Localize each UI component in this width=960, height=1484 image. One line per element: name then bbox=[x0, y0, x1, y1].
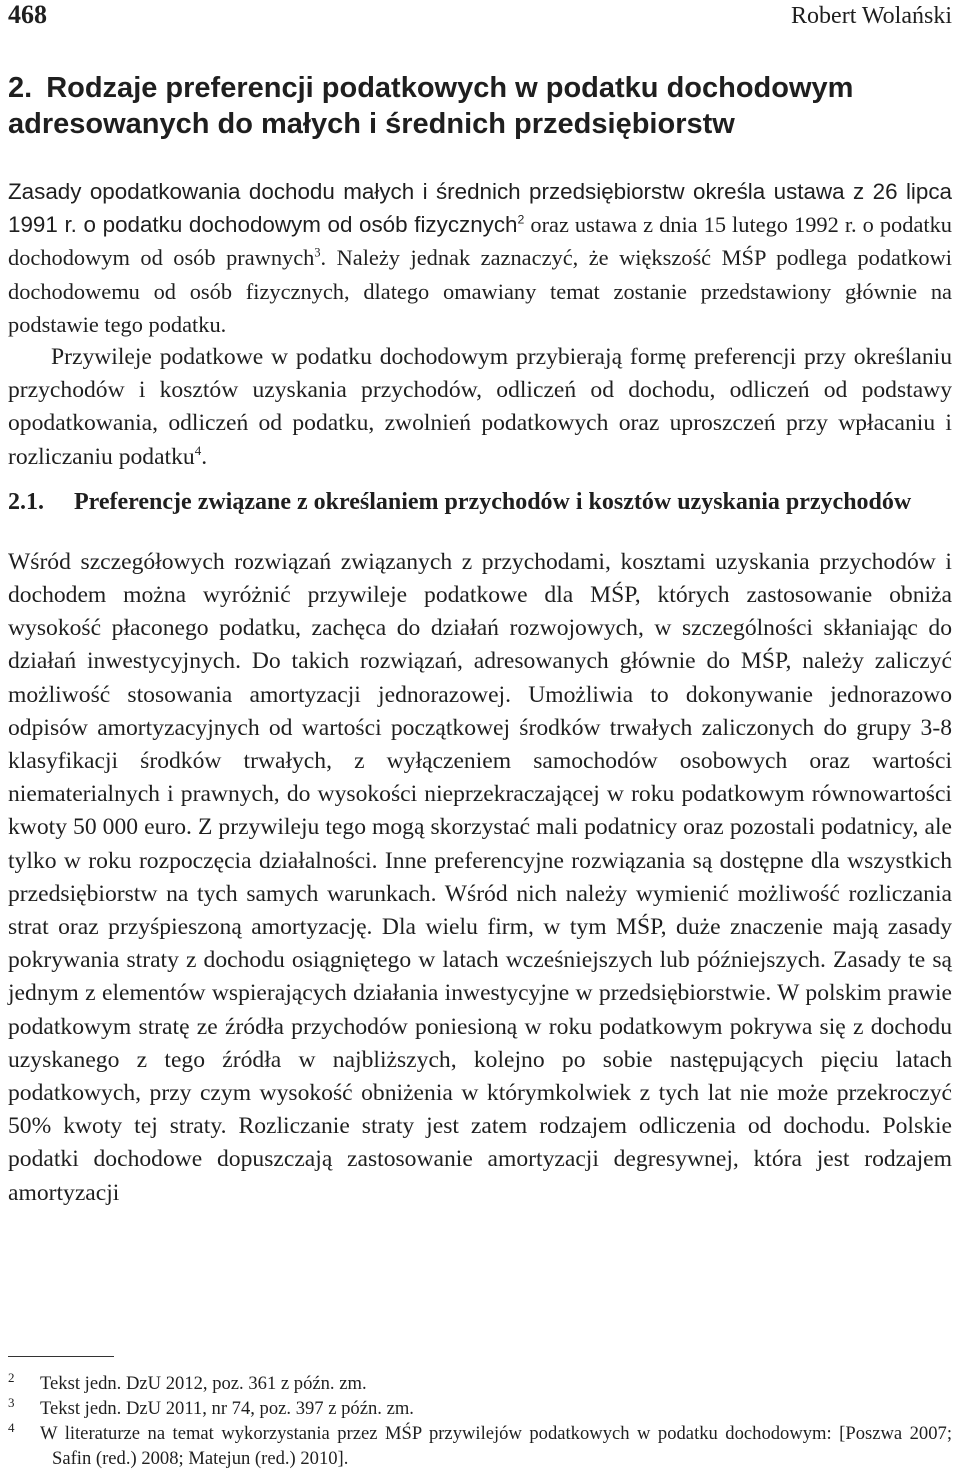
footnote-ref[interactable]: 2 bbox=[517, 212, 525, 227]
footnote-ref[interactable]: 3 bbox=[314, 245, 321, 260]
footnote: 2 Tekst jedn. DzU 2012, poz. 361 z późn. zm. bbox=[8, 1369, 367, 1394]
paragraph-intro bbox=[8, 175, 952, 341]
paragraph-text: oraz ustawa z dnia 15 lutego 1992 r. o podatku dochodowym od osób prawnych bbox=[8, 212, 952, 271]
section-title: Rodzaje preferencji podatkowych w podatku dochodowym adresowanych do małych i średnich przedsiębiorstw bbox=[8, 72, 854, 140]
footnote-text: Tekst jedn. DzU 2012, poz. 361 z późn. zm. bbox=[40, 1373, 367, 1394]
paragraph-text: Przywileje podatkowe w podatku dochodowym przybierają formę preferencji przy określaniu przychodów i kosztów uzyskania przychodów, odliczeń od dochodu, odliczeń od podstawy opodatkowania, odliczeń od podatku, zwolnień podatkowych oraz uproszczeń przy wpłacaniu i rozliczaniu podatku bbox=[8, 344, 952, 470]
footnote: 4 W literaturze na temat wykorzystania przez MŚP przywilejów podatkowych w podatku dochodowym: [Poszwa 2007; Safin (red.) 2008; Matejun (red.) 2010]. bbox=[8, 1419, 952, 1469]
page-number: 468 bbox=[8, 0, 47, 29]
paragraph-text: . Należy jednak zaznaczyć, że większość MŚP podlega podatkowi dochodowemu od osób fizycznych, dlatego omawiany temat zostanie przedstawiony głównie na podstawie tego podatku. bbox=[8, 245, 952, 337]
section-heading bbox=[8, 70, 952, 142]
footnote-text: W literaturze na temat wykorzystania przez MŚP przywilejów podatkowych w podatku dochodowym: [Poszwa 2007; Safin (red.) 2008; Matejun (red.) 2010]. bbox=[40, 1423, 952, 1469]
footnote-separator bbox=[8, 1356, 114, 1357]
paragraph-text: . bbox=[201, 443, 208, 470]
footnote-text: Tekst jedn. DzU 2011, nr 74, poz. 397 z późn. zm. bbox=[40, 1398, 414, 1419]
paragraph-preferences: Wśród szczegółowych rozwiązań związanych z przychodami, kosztami uzyskania przychodów i dochodem można wyróżnić przywileje podatkowe dla MŚP, których zastosowanie obniża wysokość płaconego podatku, zachęca do działań rozwojowych, w szczególności skłaniając do działań inwestycyjnych. Do takich rozwiązań, adresowanych głównie do MŚP, należy zaliczyć możliwość stosowania amortyzacji jednorazowej. Umożliwia to dokonywanie jednorazowo odpisów amortyzacyjnych od wartości początkowej środków trwałych zaliczonych do grupy 3-8 klasyfikacji środków trwałych, z wyłączeniem samochodów osobowych oraz wartości niematerialnych i prawnych, do wysokości nieprzekraczającej w roku podatkowym równowartości kwoty 50 000 euro. Z przywileju tego mogą skorzystać mali podatnicy oraz pozostali podatnicy, ale tylko w roku rozpoczęcia działalności. Inne preferencyjne rozwiązania są dostępne dla wszystkich przedsiębiorstw na tych samych warunkach. Wśród nich należy wymienić możliwość rozliczania strat oraz przyśpieszoną amortyzację. Dla wielu firm, w tym MŚP, duże znaczenie mają zasady pokrywania straty z dochodu osiągniętego w latach wcześniejszych lub późniejszych. Zasady te są jednym z elementów wspierających działania inwestycyjne w przedsiębiorstwie. W polskim prawie podatkowym stratę ze źródła przychodów poniesioną w roku podatkowym pokrywa się z dochodu uzyskanego z tego źródła w najbliższych, kolejno po sobie następujących pięciu latach podatkowych, przy czym wysokość obniżenia w którymkolwiek z tych lat nie może przekroczyć 50% kwoty tej straty. Rozliczanie straty jest zatem rodzajem odliczenia od dochodu. Polskie podatki dochodowe dopuszczają zastosowanie amortyzacji degresywnej, która jest rodzajem amortyzacji bbox=[8, 548, 952, 1206]
paragraph-privileges bbox=[8, 341, 952, 474]
footnote-ref[interactable]: 4 bbox=[194, 442, 202, 458]
footnote: 3 Tekst jedn. DzU 2011, nr 74, poz. 397 z późn. zm. bbox=[8, 1394, 414, 1419]
section-number: 2. bbox=[8, 72, 33, 104]
subsection-title: Preferencje związane z określaniem przychodów i kosztów uzyskania przychodów bbox=[74, 488, 912, 515]
running-author: Robert Wolański bbox=[791, 3, 952, 29]
subsection-heading bbox=[8, 486, 952, 519]
paragraph-text: Zasady opodatkowania dochodu małych i średnich przedsiębiorstw określa ustawa z 26 lipca 1991 r. o podatku dochodowym od osób fizycznych bbox=[8, 179, 952, 238]
subsection-number: 2.1. bbox=[8, 488, 44, 515]
running-header bbox=[8, 0, 952, 34]
footnotes bbox=[8, 1356, 952, 1471]
